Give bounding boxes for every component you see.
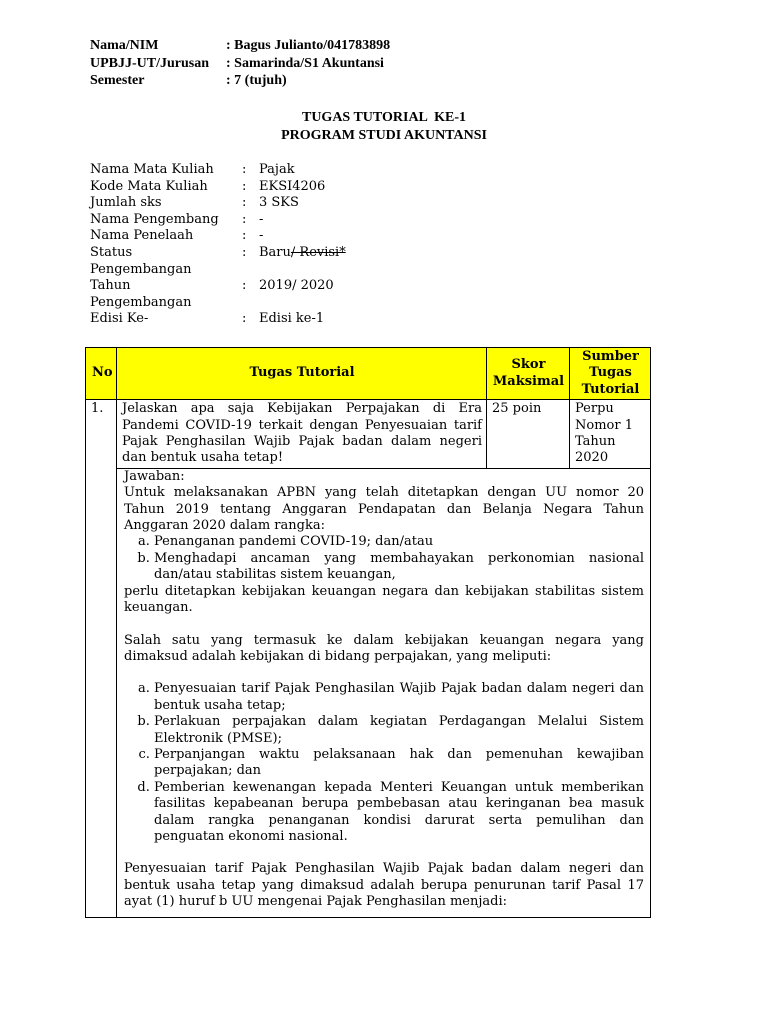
year-label-line1: Tahun bbox=[90, 278, 131, 294]
table-header-row bbox=[86, 348, 651, 400]
student-header bbox=[90, 37, 690, 90]
header-skor: Skor Maksimal bbox=[487, 348, 570, 400]
header-no: No bbox=[86, 348, 117, 400]
developer-label: Nama Pengembang bbox=[90, 211, 219, 227]
colon: : bbox=[242, 211, 247, 227]
upbjj-label: UPBJJ-UT/Jurusan bbox=[90, 55, 210, 71]
document-titles bbox=[0, 109, 768, 145]
colon: : bbox=[242, 178, 247, 194]
course-code-value: EKSI4206 bbox=[259, 178, 326, 194]
name-value: : Bagus Julianto/041783898 bbox=[226, 38, 391, 53]
course-code-label: Kode Mata Kuliah bbox=[90, 178, 208, 194]
status-value bbox=[259, 245, 490, 278]
colon: : bbox=[242, 162, 247, 177]
colon: : bbox=[242, 244, 247, 260]
answer-cell bbox=[117, 468, 651, 917]
list-item: a. Penanganan pandemi COVID-19; dan/atau bbox=[154, 534, 644, 550]
status-new: Baru bbox=[259, 244, 291, 260]
sks-value: 3 SKS bbox=[259, 195, 299, 211]
document-title: TUGAS TUTORIAL KE-1 bbox=[301, 110, 467, 125]
info-row-course bbox=[90, 162, 490, 179]
upbjj-value: : Samarinda/S1 Akuntansi bbox=[226, 55, 384, 71]
colon: : bbox=[242, 228, 247, 244]
student-name-row bbox=[90, 37, 690, 55]
colon: : bbox=[242, 278, 247, 294]
info-row-sks bbox=[90, 195, 490, 212]
year-value: 2019/ 2020 bbox=[259, 278, 334, 294]
answer-list-2 bbox=[124, 681, 644, 845]
course-name-label: Nama Mata Kuliah bbox=[90, 162, 214, 177]
table-row bbox=[86, 400, 651, 469]
header-tugas: Tugas Tutorial bbox=[117, 348, 487, 400]
info-row-code bbox=[90, 179, 490, 196]
name-label: Nama/NIM bbox=[90, 38, 159, 53]
status-label-line1: Status bbox=[90, 244, 133, 260]
edition-label: Edisi Ke- bbox=[90, 311, 149, 327]
score-cell: 25 poin bbox=[487, 400, 570, 469]
status-label bbox=[90, 245, 242, 278]
sks-label: Jumlah sks bbox=[90, 195, 162, 211]
answer-row bbox=[86, 468, 651, 917]
answer-intro: Untuk melaksanakan APBN yang telah ditetapkan dengan UU nomor 20 Tahun 2019 tentang Anggaran Pendapatan dan Belanja Negara Tahun Anggaran 2020 dalam rangka: bbox=[124, 485, 644, 534]
answer-label: Jawaban: bbox=[124, 468, 185, 484]
info-row-edition bbox=[90, 311, 490, 328]
program-title: PROGRAM STUDI AKUNTANSI bbox=[281, 128, 487, 143]
info-row-year bbox=[90, 278, 490, 311]
info-row-status bbox=[90, 245, 490, 278]
question-cell: Jelaskan apa saja Kebijakan Perpajakan di Era Pandemi COVID-19 terkait dengan Penyesuaian tarif Pajak Penghasilan Wajib Pajak badan dalam negeri dan bentuk usaha tetap! bbox=[117, 400, 487, 469]
list-item: b. Menghadapi ancaman yang membahayakan perkonomian nasional dan/atau stabilitas sistem keuangan, bbox=[154, 551, 644, 584]
status-revisi-strike: / Revisi* bbox=[290, 244, 346, 260]
reviewer-value: - bbox=[259, 228, 264, 244]
list-item: c. Perpanjangan waktu pelaksanaan hak dan pemenuhan kewajiban perpajakan; dan bbox=[154, 747, 644, 780]
list-item: b. Perlakuan perpajakan dalam kegiatan Perdagangan Melalui Sistem Elektronik (PMSE); bbox=[154, 714, 644, 747]
answer-list-1 bbox=[124, 534, 644, 583]
year-label-line2: Pengembangan bbox=[90, 294, 192, 310]
semester-value: : 7 (tujuh) bbox=[226, 73, 287, 88]
semester-label: Semester bbox=[90, 73, 145, 88]
developer-value: - bbox=[259, 211, 264, 227]
list-item: d. Pemberian kewenangan kepada Menteri Keuangan untuk memberikan fasilitas kepabeanan berupa pembebasan atau keringanan bea masuk dalam rangka penanganan kondisi darurat serta pemulihan dan penguatan ekonomi nasional. bbox=[154, 780, 644, 846]
upbjj-row bbox=[90, 55, 690, 73]
answer-after-list: perlu ditetapkan kebijakan keuangan negara dan kebijakan stabilitas sistem keuangan. bbox=[124, 583, 644, 616]
row-number: 1. bbox=[86, 400, 117, 917]
reviewer-label: Nama Penelaah bbox=[90, 228, 194, 244]
colon: : bbox=[242, 311, 247, 327]
colon: : bbox=[242, 195, 247, 211]
info-row-reviewer bbox=[90, 228, 490, 245]
header-sumber: Sumber Tugas Tutorial bbox=[570, 348, 651, 400]
course-info bbox=[90, 162, 490, 328]
info-row-developer bbox=[90, 212, 490, 229]
answer-para-2: Salah satu yang termasuk ke dalam kebijakan keuangan negara yang dimaksud adalah kebijakan di bidang perpajakan, yang meliputi: bbox=[124, 632, 644, 664]
list-item: a. Penyesuaian tarif Pajak Penghasilan Wajib Pajak badan dalam negeri dan bentuk usaha tetap; bbox=[154, 681, 644, 714]
semester-row bbox=[90, 72, 690, 90]
source-cell: Perpu Nomor 1 Tahun 2020 bbox=[570, 400, 651, 469]
status-label-line2: Pengembangan bbox=[90, 261, 192, 277]
course-name-value: Pajak bbox=[259, 162, 295, 177]
answer-para-3: Penyesuaian tarif Pajak Penghasilan Wajib Pajak badan dalam negeri dan bentuk usaha tetap yang dimaksud adalah berupa penurunan tarif Pasal 17 ayat (1) huruf b UU mengenai Pajak Penghasilan menjadi: bbox=[124, 861, 644, 910]
tutorial-table bbox=[85, 347, 651, 918]
edition-value: Edisi ke-1 bbox=[259, 311, 325, 327]
year-label bbox=[90, 278, 242, 311]
